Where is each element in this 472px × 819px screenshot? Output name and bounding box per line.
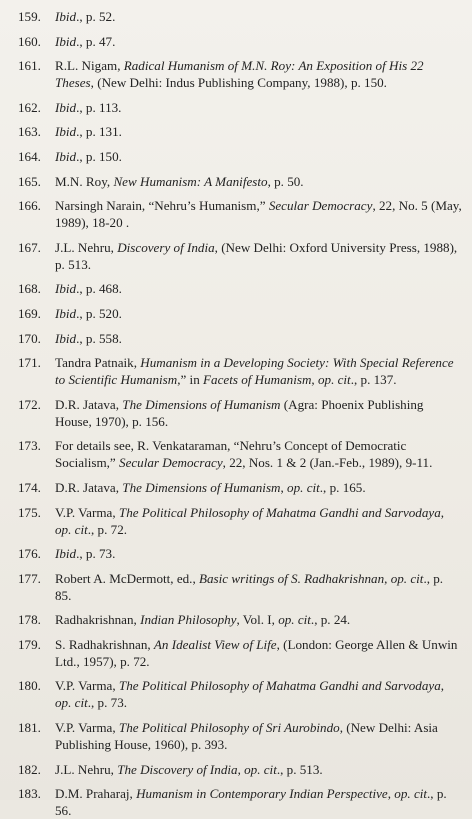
italic-segment: The Dimensions of Humanism bbox=[122, 479, 281, 495]
italic-segment: op. cit bbox=[55, 521, 88, 537]
italic-segment: Ibid bbox=[55, 330, 77, 346]
text-segment: ., p. 24. bbox=[310, 612, 351, 628]
text-segment: ,” in bbox=[177, 372, 204, 388]
footnote-number: 163. bbox=[18, 124, 41, 140]
text-segment: D.R. Jatava, bbox=[55, 396, 123, 412]
footnote-text bbox=[55, 570, 462, 604]
italic-segment: Secular Democracy bbox=[119, 455, 223, 471]
italic-segment: Ibid bbox=[55, 148, 77, 164]
italic-segment: Discovery of India bbox=[117, 239, 215, 255]
footnote-number: 164. bbox=[18, 148, 41, 164]
footnote-number: 176. bbox=[18, 546, 41, 562]
footnote-number: 167. bbox=[18, 239, 41, 255]
italic-segment: Ibid bbox=[55, 33, 77, 49]
italic-segment: Ibid bbox=[55, 546, 77, 562]
text-segment: , (London: George Allen & Unwin Ltd., 1957), p. 72. bbox=[55, 636, 458, 669]
text-segment: Robert A. McDermott, ed., bbox=[55, 570, 200, 586]
footnote-number: 182. bbox=[18, 761, 41, 777]
text-segment: ., p. 520. bbox=[76, 305, 122, 321]
italic-segment: Humanism in Contemporary Indian Perspective bbox=[136, 786, 388, 802]
footnote-text bbox=[55, 785, 462, 819]
footnote-text bbox=[55, 354, 462, 388]
footnote-number: 171. bbox=[18, 355, 41, 371]
text-segment: J.L. Nehru, bbox=[55, 761, 118, 777]
text-segment: Narsingh Narain, “Nehru’s Humanism,” bbox=[55, 198, 269, 214]
text-segment: , bbox=[384, 570, 391, 586]
italic-segment: Ibid bbox=[55, 124, 77, 140]
footnote bbox=[18, 33, 462, 50]
text-segment: ., p. 137. bbox=[350, 372, 397, 388]
footnote-text bbox=[55, 280, 462, 297]
footnote bbox=[18, 437, 462, 471]
italic-segment: op. cit bbox=[390, 570, 424, 586]
text-segment: , p. 50. bbox=[267, 173, 304, 189]
footnote bbox=[18, 677, 462, 711]
italic-segment: Basic writings of S. Radhakrishnan bbox=[199, 570, 385, 586]
italic-segment: op. cit bbox=[287, 479, 320, 495]
footnote bbox=[18, 305, 462, 322]
footnote bbox=[18, 8, 462, 25]
footnote-text bbox=[55, 305, 462, 322]
footnote bbox=[18, 396, 462, 430]
footnote bbox=[18, 280, 462, 297]
italic-segment: The Dimensions of Humanism bbox=[122, 396, 281, 412]
text-segment: , bbox=[387, 786, 395, 802]
text-segment: ., p. 72. bbox=[87, 521, 128, 537]
footnote bbox=[18, 479, 462, 496]
footnote-text bbox=[55, 545, 462, 562]
text-segment: V.P. Varma, bbox=[55, 504, 119, 520]
footnote-text bbox=[55, 504, 462, 538]
italic-segment: Radical Humanism of M.N. Roy: An Exposition of His 22 Theses bbox=[55, 58, 424, 91]
italic-segment: The Discovery of India bbox=[117, 761, 238, 777]
italic-segment: op. cit bbox=[278, 612, 311, 628]
italic-segment: op. cit bbox=[244, 761, 277, 777]
italic-segment: The Political Philosophy of Mahatma Gandhi and Sarvodaya bbox=[118, 678, 441, 694]
italic-segment: Ibid bbox=[55, 281, 77, 297]
footnote-number: 183. bbox=[18, 786, 41, 802]
footnote-text bbox=[55, 396, 462, 430]
footnote-number: 168. bbox=[18, 281, 41, 297]
footnote-text bbox=[55, 33, 462, 50]
text-segment: , (New Delhi: Oxford University Press, 1988), p. 513. bbox=[55, 239, 458, 272]
italic-segment: Facets of Humanism bbox=[203, 372, 312, 388]
text-segment: , bbox=[280, 479, 288, 495]
text-segment: ., p. 513. bbox=[276, 761, 323, 777]
italic-segment: op. cit bbox=[394, 786, 428, 802]
text-segment: V.P. Varma, bbox=[55, 720, 119, 736]
text-segment: ., p. 73. bbox=[76, 546, 116, 562]
text-segment: M.N. Roy, bbox=[55, 173, 114, 189]
italic-segment: The Political Philosophy of Sri Aurobindo bbox=[118, 720, 340, 736]
text-segment: D.M. Praharaj, bbox=[55, 786, 137, 802]
text-segment: , (New Delhi: Indus Publishing Company, 1988), p. 150. bbox=[90, 75, 387, 91]
text-segment: Tandra Patnaik, bbox=[55, 355, 141, 371]
footnote-text bbox=[55, 57, 462, 91]
text-segment: D.R. Jatava, bbox=[55, 479, 123, 495]
italic-segment: Humanism in a Developing Society: With Special Reference to Scientific Humanism bbox=[55, 355, 454, 388]
footnote bbox=[18, 173, 462, 190]
italic-segment: New Humanism: A Manifesto bbox=[113, 173, 268, 189]
footnote bbox=[18, 57, 462, 91]
footnote bbox=[18, 239, 462, 273]
text-segment: , (New Delhi: Asia Publishing House, 1960), p. 393. bbox=[55, 720, 438, 753]
footnote-number: 169. bbox=[18, 305, 41, 321]
footnote-number: 165. bbox=[18, 173, 41, 189]
footnote-number: 160. bbox=[18, 33, 41, 49]
footnote bbox=[18, 330, 462, 347]
footnote-text bbox=[55, 761, 462, 778]
text-segment: S. Radhakrishnan, bbox=[55, 636, 154, 652]
text-segment: ., p. 150. bbox=[76, 148, 122, 164]
footnote-text bbox=[55, 636, 462, 670]
footnote-text bbox=[55, 719, 462, 753]
text-segment: , bbox=[440, 678, 445, 694]
footnote bbox=[18, 148, 462, 165]
text-segment: , Vol. I, bbox=[236, 612, 279, 628]
footnote bbox=[18, 719, 462, 753]
text-segment: ., p. 165. bbox=[319, 479, 366, 495]
text-segment: ., p. 52. bbox=[76, 9, 116, 24]
footnote-text bbox=[55, 123, 462, 140]
footnote bbox=[18, 570, 462, 604]
text-segment: , 22, No. 5 (May, 1989), 18-20 . bbox=[55, 198, 462, 231]
footnote-number: 166. bbox=[18, 198, 41, 214]
footnote-text bbox=[55, 239, 462, 273]
text-segment: , 22, Nos. 1 & 2 (Jan.-Feb., 1989), 9-11. bbox=[222, 455, 433, 471]
text-segment: ., p. 73. bbox=[87, 695, 128, 711]
text-segment: ., p. 468. bbox=[76, 281, 122, 297]
footnote bbox=[18, 636, 462, 670]
footnote-number: 178. bbox=[18, 612, 41, 628]
footnote-number: 170. bbox=[18, 330, 41, 346]
footnote-text bbox=[55, 330, 462, 347]
footnote-number: 174. bbox=[18, 479, 41, 495]
footnote-number: 181. bbox=[18, 720, 41, 736]
footnote bbox=[18, 785, 462, 819]
footnote-text bbox=[55, 8, 462, 25]
footnote bbox=[18, 545, 462, 562]
text-segment: R.L. Nigam, bbox=[55, 58, 124, 74]
text-segment: ., p. 56. bbox=[55, 786, 447, 819]
italic-segment: Ibid bbox=[55, 305, 77, 321]
italic-segment: Indian Philosophy bbox=[140, 612, 237, 628]
footnote-text bbox=[55, 148, 462, 165]
text-segment: For details see, R. Venkataraman, “Nehru’s Concept of Democratic Socialism,” bbox=[55, 438, 407, 471]
text-segment: , bbox=[311, 372, 318, 388]
italic-segment: Ibid bbox=[55, 99, 77, 115]
footnote bbox=[18, 99, 462, 116]
text-segment: ., p. 558. bbox=[76, 330, 122, 346]
footnote-text bbox=[55, 173, 462, 190]
text-segment: ., p. 131. bbox=[76, 124, 122, 140]
text-segment: ., p. 47. bbox=[76, 33, 116, 49]
text-segment: Radhakrishnan, bbox=[55, 612, 141, 628]
italic-segment: Ibid bbox=[55, 9, 77, 24]
text-segment: J.L. Nehru, bbox=[55, 239, 118, 255]
footnote bbox=[18, 504, 462, 538]
footnote-number: 159. bbox=[18, 9, 41, 24]
text-segment: , bbox=[440, 504, 445, 520]
text-segment: V.P. Varma, bbox=[55, 678, 119, 694]
footnote-text bbox=[55, 677, 462, 711]
footnote-text bbox=[55, 437, 462, 471]
footnote-text bbox=[55, 611, 462, 628]
footnote-number: 180. bbox=[18, 678, 41, 694]
footnote bbox=[18, 611, 462, 628]
italic-segment: An Idealist View of Life bbox=[153, 636, 277, 652]
footnote bbox=[18, 197, 462, 231]
footnote bbox=[18, 354, 462, 388]
italic-segment: op. cit bbox=[317, 372, 351, 388]
footnote bbox=[18, 761, 462, 778]
footnote-text bbox=[55, 197, 462, 231]
text-segment: ., p. 85. bbox=[55, 570, 444, 603]
footnote-number: 179. bbox=[18, 636, 41, 652]
footnote-number: 162. bbox=[18, 99, 41, 115]
footnote-text bbox=[55, 99, 462, 116]
footnote bbox=[18, 123, 462, 140]
text-segment: , bbox=[237, 761, 245, 777]
footnote-number: 175. bbox=[18, 504, 41, 520]
italic-segment: Secular Democracy bbox=[268, 198, 373, 214]
footnote-number: 173. bbox=[18, 438, 41, 454]
text-segment: (Agra: Phoenix Publishing House, 1970), p. 156. bbox=[55, 396, 424, 429]
footnote-number: 177. bbox=[18, 570, 41, 586]
footnote-list bbox=[18, 8, 462, 819]
italic-segment: The Political Philosophy of Mahatma Gandhi and Sarvodaya bbox=[118, 504, 441, 520]
footnote-number: 172. bbox=[18, 396, 41, 412]
italic-segment: op. cit bbox=[55, 695, 88, 711]
text-segment: ., p. 113. bbox=[76, 99, 122, 115]
footnote-number: 161. bbox=[18, 58, 41, 74]
footnote-text bbox=[55, 479, 462, 496]
